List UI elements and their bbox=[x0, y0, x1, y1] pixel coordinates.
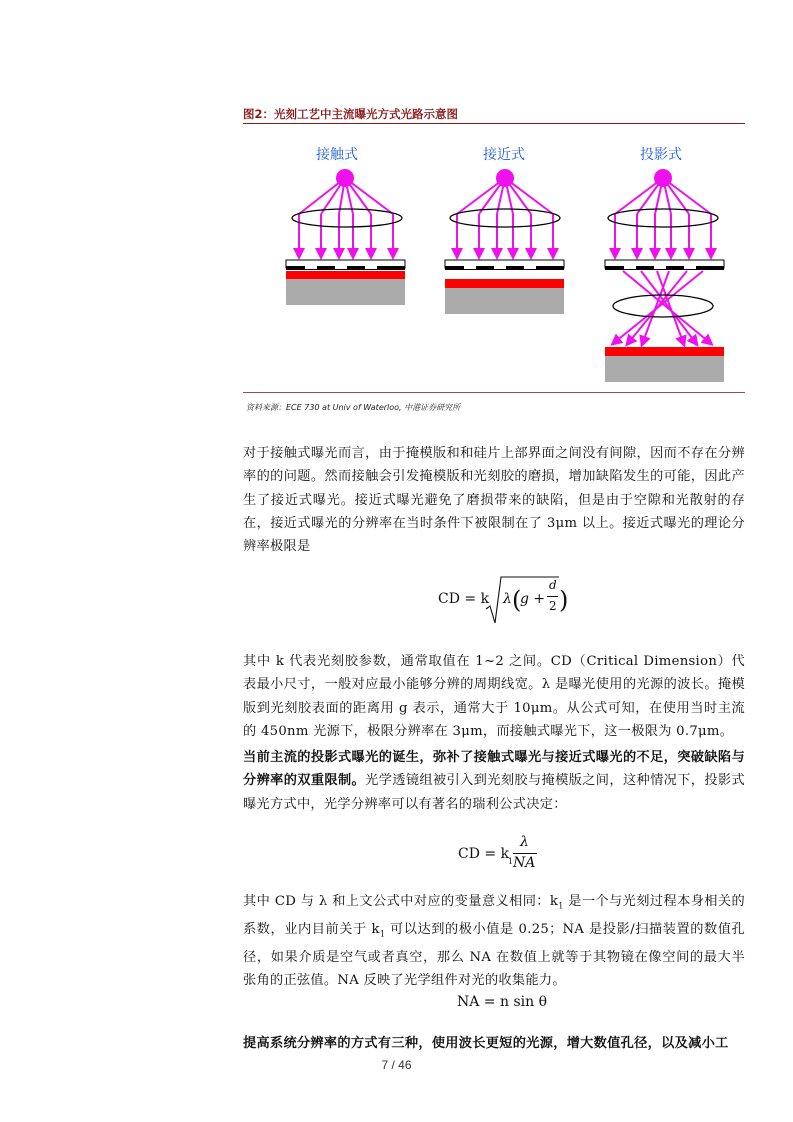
lens-icon bbox=[608, 209, 718, 227]
lens-icon bbox=[450, 209, 560, 227]
proximity-exposure bbox=[445, 146, 564, 314]
paragraph-4 bbox=[243, 890, 745, 992]
formula-k-sub: 1 bbox=[508, 857, 514, 866]
formula-lhs: CD = k bbox=[458, 846, 510, 862]
contact-exposure bbox=[286, 146, 405, 305]
paragraph-5 bbox=[243, 1032, 745, 1055]
k1-subscript: 1 bbox=[558, 901, 564, 911]
paragraph-4-c: 可以达到的极小值是 0.25；NA 是投影/扫描装置的数值孔径，如果介质是空气或者真空，那么 NA 在数值上就等于其物镜在像空间的最大半张角的正弦值。NA 反映了光学组件对光的收集能力。 bbox=[243, 921, 745, 989]
fraction-bar bbox=[513, 853, 537, 854]
label-proximity: 接近式 bbox=[483, 147, 525, 163]
formula-numerator: λ bbox=[520, 834, 529, 850]
formula-paren-close: ) bbox=[559, 586, 569, 614]
paragraph-3 bbox=[243, 746, 745, 816]
exposure-diagram bbox=[243, 126, 743, 388]
formula-denominator: NA bbox=[513, 855, 536, 871]
paragraph-5-bold: 提高系统分辨率的方式有三种，使用波长更短的光源，增大数值孔径，以及减小工 bbox=[243, 1036, 729, 1051]
paragraph-4-b: 是一个与光刻过程本身相关的系数，业内目前关于 k bbox=[243, 894, 746, 937]
formula-rayleigh bbox=[458, 833, 548, 873]
paragraph-3-bold: 当前主流的投影式曝光的诞生，弥补了接触式曝光与接近式曝光的不足，突破缺陷与分辨率的双重限制。 bbox=[243, 750, 745, 789]
figure-source: 资料来源：ECE 730 at Univ of Waterloo, 中港证券研究所 bbox=[246, 403, 461, 412]
figure-bottom-rule bbox=[243, 392, 745, 393]
formula-paren: ( bbox=[512, 586, 522, 614]
formula-g: g + bbox=[520, 591, 546, 607]
label-contact: 接触式 bbox=[316, 147, 358, 163]
paragraph-3-rest: 光学透镜组被引入到光刻胶与掩模版之间，这种情况下，投影式曝光方式中，光学分辨率可以有著名的瑞利公式决定： bbox=[243, 773, 745, 812]
figure-top-rule bbox=[243, 123, 745, 124]
formula-na: NA = n sin θ bbox=[457, 994, 548, 1010]
k1-subscript-2: 1 bbox=[379, 929, 386, 939]
paragraph-2: 其中 k 代表光刻胶参数，通常取值在 1~2 之间。CD（Critical Dimension）代表最小尺寸，一般对应最小能够分辨的周期线宽。λ 是曝光使用的光源的波长。掩模版到光刻胶表面的距离用 g 表示，通常大于 10μm。从公式可知，在使用当时主流的 450nm 光源下，极限分辨率在 3μm，而接触式曝光下，这一极限为 0.7μm。 bbox=[243, 654, 745, 739]
paragraph-1: 对于接触式曝光而言，由于掩模版和和硅片上部界面之间没有间隙，因而不存在分辨率的的问题。然而接触会引发掩模版和光刻胶的磨损，增加缺陷发生的可能，因此产生了接近式曝光。接近式曝光避免了磨损带来的缺陷，但是由于空隙和光散射的存在，接近式曝光的分辨率在当时条件下被限制在了 3μm 以上。接近式曝光的理论分辨率极限是 bbox=[243, 446, 745, 555]
paragraph-4-a: 其中 CD 与 λ 和上文公式中对应的变量意义相同：k bbox=[243, 894, 559, 909]
fraction-bar bbox=[547, 596, 558, 597]
formula-two: 2 bbox=[549, 599, 557, 613]
formula-lambda: λ bbox=[503, 591, 512, 607]
formula-lhs: CD = k bbox=[438, 591, 490, 607]
lens-icon bbox=[292, 209, 402, 227]
label-projection: 投影式 bbox=[640, 147, 682, 163]
formula-cd-proximity bbox=[438, 573, 598, 629]
figure-title: 图2：光刻工艺中主流曝光方式光路示意图 bbox=[243, 107, 458, 121]
formula-d: d bbox=[549, 578, 557, 592]
page-number: 7 / 46 bbox=[381, 1058, 412, 1072]
projection-exposure bbox=[605, 146, 724, 382]
